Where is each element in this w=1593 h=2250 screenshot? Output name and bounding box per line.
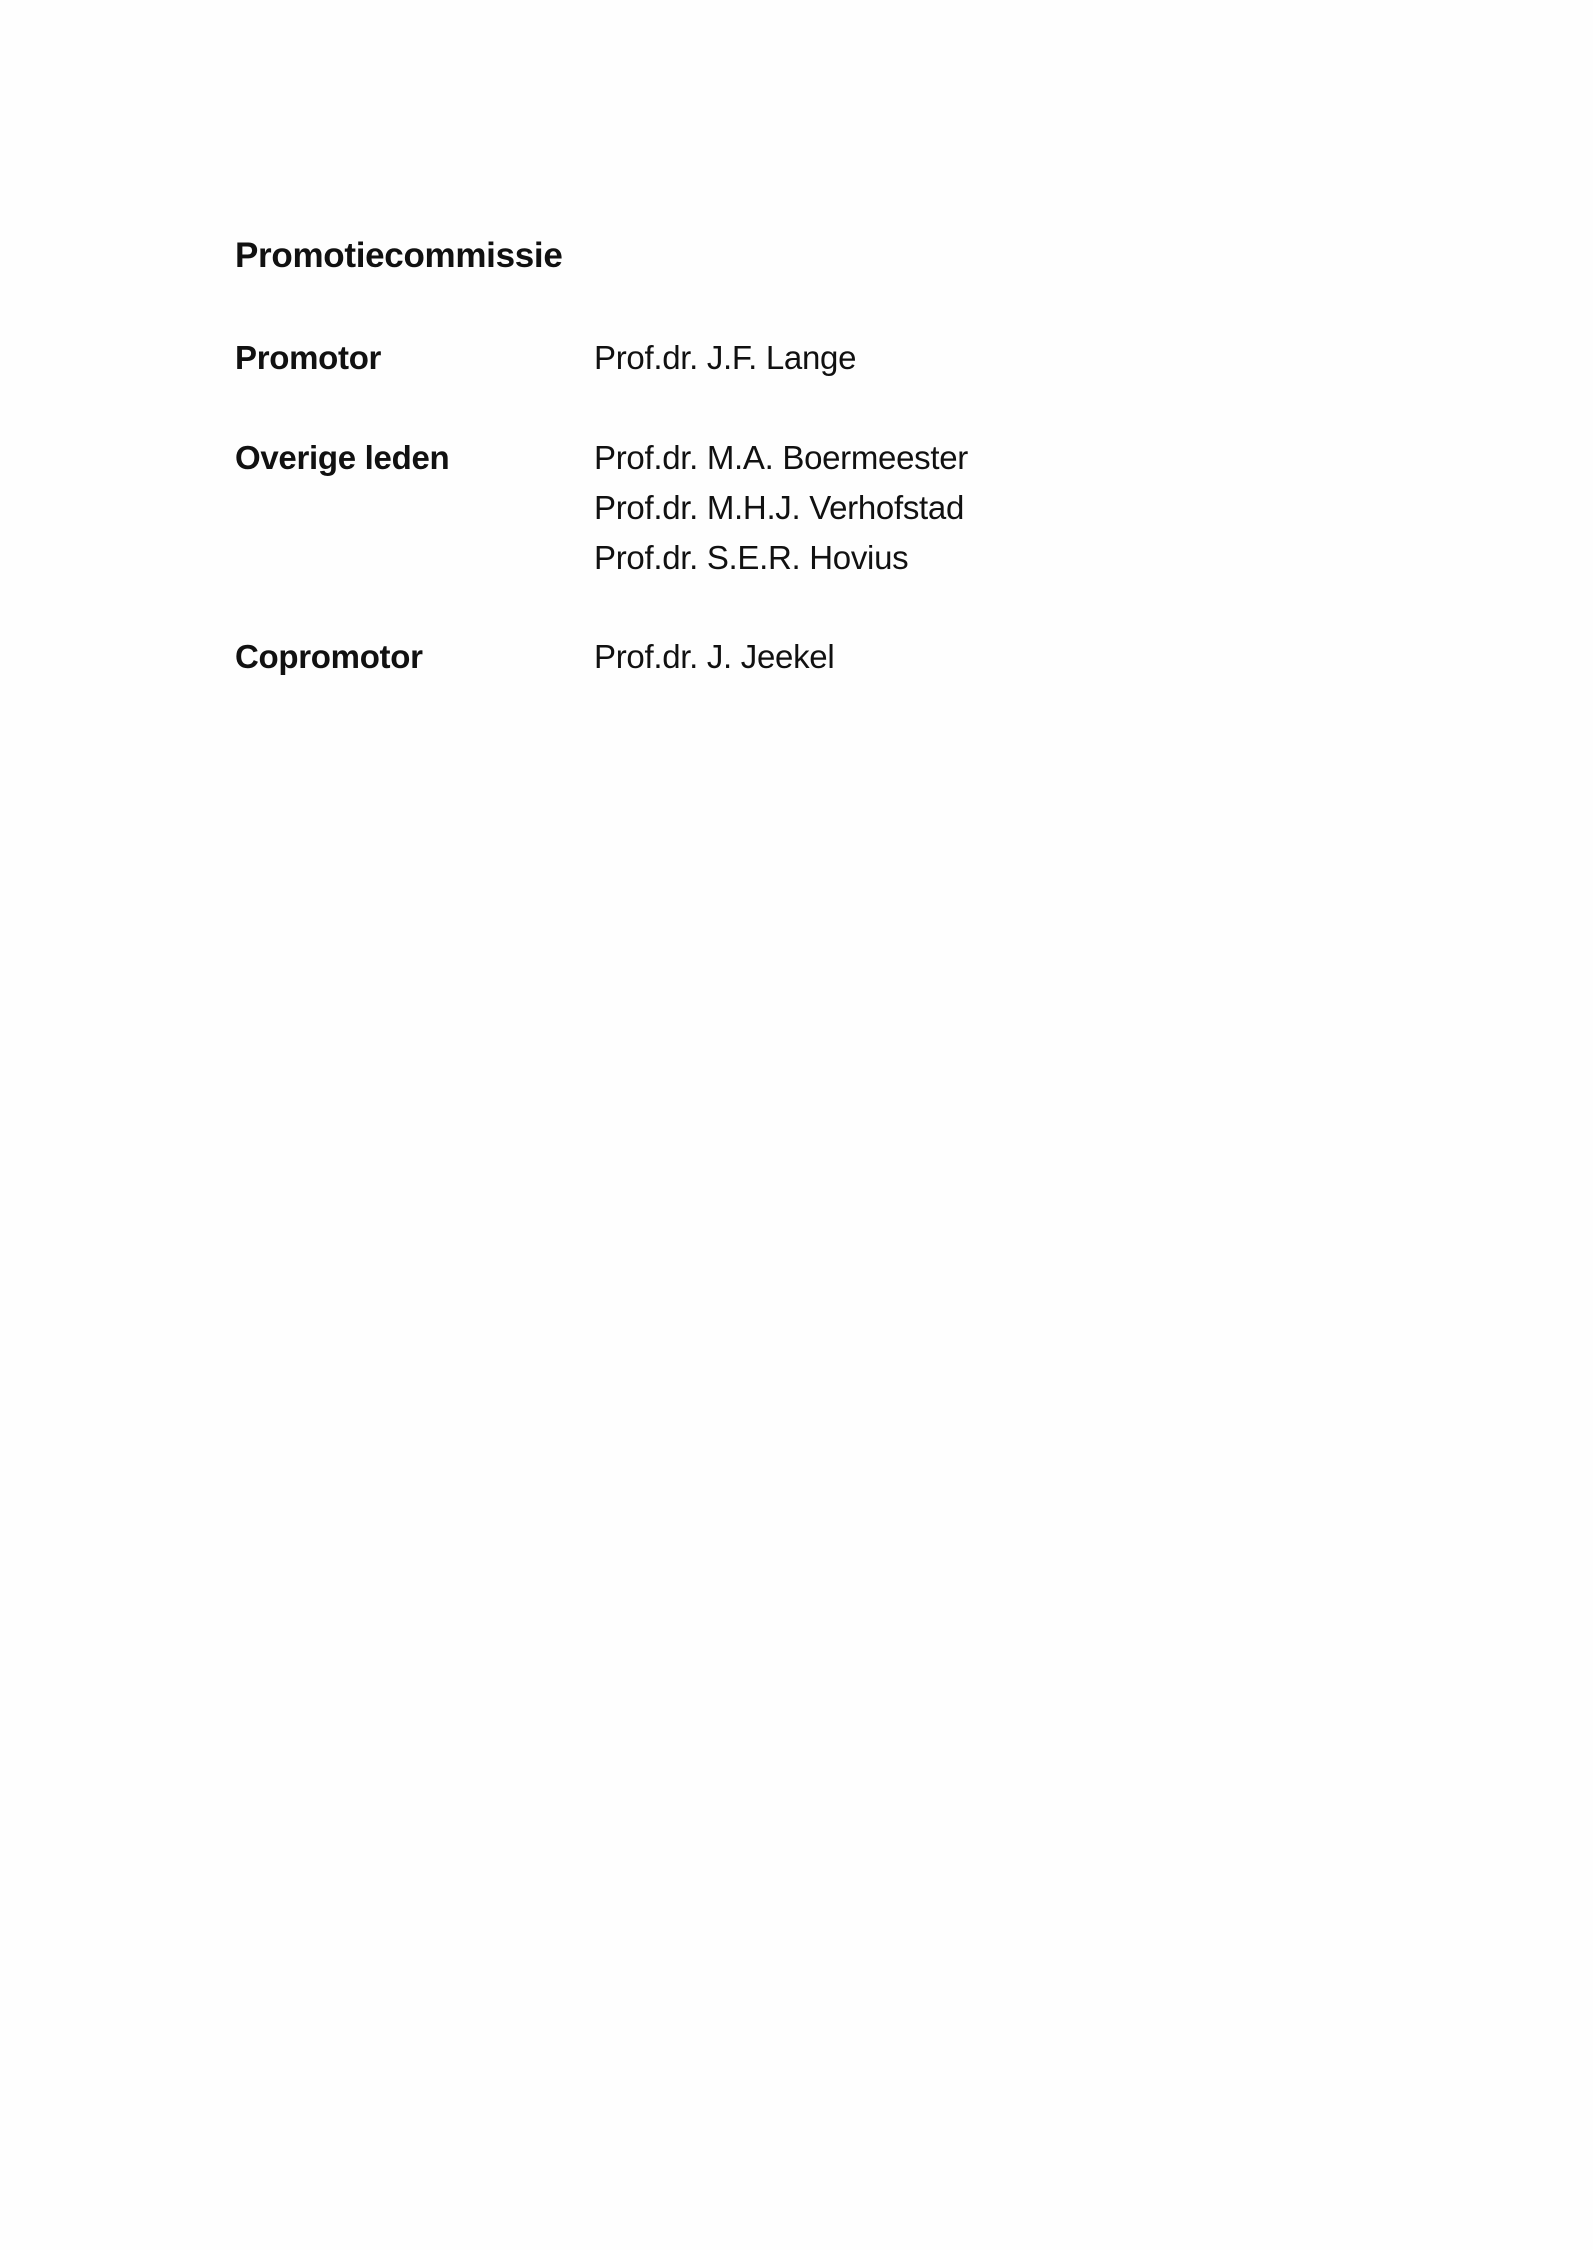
role-label: Promotor — [235, 339, 382, 376]
member-name: Prof.dr. S.E.R. Hovius — [594, 539, 909, 576]
member-list — [594, 632, 834, 682]
member-name: Prof.dr. M.H.J. Verhofstad — [594, 489, 965, 526]
page-title: Promotiecommissie — [235, 236, 563, 275]
role-label: Overige leden — [235, 439, 450, 476]
role-label: Copromotor — [235, 638, 423, 675]
member-name: Prof.dr. J. Jeekel — [594, 638, 835, 675]
member-name: Prof.dr. M.A. Boermeester — [594, 439, 968, 476]
member-list — [594, 433, 968, 583]
member-name: Prof.dr. J.F. Lange — [594, 339, 857, 376]
member-list — [594, 333, 856, 383]
